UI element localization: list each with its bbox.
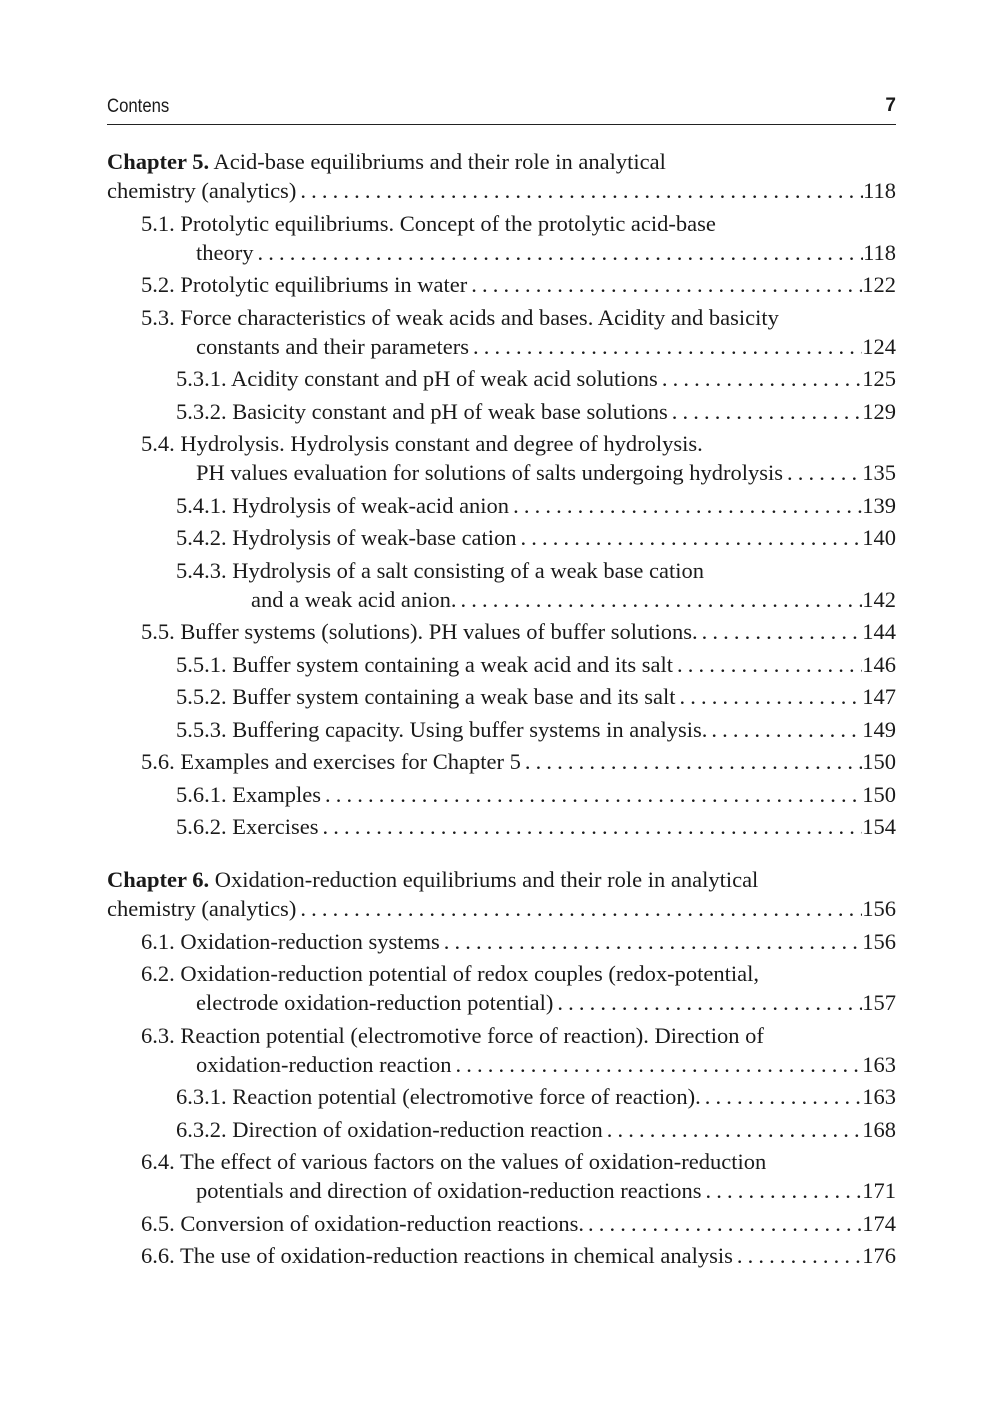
toc-entry-number: 5.3.2. <box>176 398 227 424</box>
toc-page-number: 174 <box>862 1210 896 1236</box>
toc-entry-title: constants and their parameters <box>196 333 470 359</box>
dot-leader <box>603 1115 863 1144</box>
toc-line <box>107 1209 896 1238</box>
toc-entry-number: 5.5.2. <box>176 684 227 709</box>
toc-entry-title: Hydrolysis of weak-acid anion <box>232 492 510 518</box>
dot-leader <box>668 397 862 426</box>
toc-entry-title: electrode oxidation-reduction potential) <box>196 990 554 1015</box>
toc-section-entry <box>107 1021 896 1079</box>
toc-line <box>107 617 896 646</box>
toc-entry-title: Hydrolysis of weak-base cation <box>232 525 517 550</box>
toc-section-entry <box>107 650 896 679</box>
toc-line <box>107 1021 896 1050</box>
toc-entry-number: 5.4.3. <box>176 557 227 583</box>
toc-entry-number: 5.6.2. <box>176 814 227 839</box>
toc-page-number: 150 <box>862 781 896 807</box>
toc-line <box>107 865 896 894</box>
toc-entry-number: 5.5. <box>141 619 175 644</box>
toc-entry-title: Protolytic equilibriums in water <box>180 272 468 297</box>
toc-line <box>107 1082 896 1111</box>
toc-line <box>107 397 896 426</box>
toc-entry-number: 6.6. <box>141 1243 175 1268</box>
dot-leader <box>675 682 862 711</box>
toc-entry-title: Hydrolysis of a salt consisting of a weak base cation <box>232 557 705 583</box>
toc-page-number: 163 <box>862 1051 896 1077</box>
toc-section-entry <box>107 927 896 956</box>
toc-line <box>107 780 896 809</box>
dot-leader <box>517 523 863 552</box>
toc-entry-number: 6.2. <box>141 961 175 986</box>
toc-entry-title: Acid-base equilibriums and their role in analytical <box>213 149 666 174</box>
toc-page-number: 124 <box>862 333 896 359</box>
toc-entry-title: potentials and direction of oxidation-reduction reactions <box>196 1178 702 1203</box>
toc-section-entry <box>107 364 896 393</box>
toc-line <box>107 270 896 299</box>
toc-line <box>107 556 896 585</box>
toc-entry-title: Reaction potential (electromotive force of reaction). Direction of <box>180 1022 764 1048</box>
toc-entry-title: Force characteristics of weak acids and bases. Acidity and basicity <box>180 304 779 330</box>
toc-section-entry <box>107 715 896 744</box>
toc-section-entry <box>107 429 896 487</box>
toc-page-number: 149 <box>862 716 896 742</box>
toc-entry-number: 5.5.1. <box>176 651 227 677</box>
toc-entry-number: 6.1. <box>141 928 175 954</box>
toc-page-number: 147 <box>862 684 896 709</box>
dot-leader <box>658 364 862 393</box>
dot-leader <box>457 585 863 614</box>
toc-section-entry <box>107 1209 896 1238</box>
toc-line <box>107 238 896 267</box>
dot-leader <box>521 747 862 776</box>
toc-line <box>107 927 896 956</box>
toc-entry-title: Reaction potential (electromotive force of reaction). <box>232 1084 701 1109</box>
toc-entry-title: PH values evaluation for solutions of salts undergoing hydrolysis <box>196 460 784 485</box>
dot-leader <box>467 270 862 299</box>
toc-line <box>107 894 896 923</box>
toc-page-number: 156 <box>862 928 896 954</box>
toc-page-number: 154 <box>862 814 896 839</box>
running-header-title: Contens <box>107 96 170 117</box>
toc-entry-title: Buffer system containing a weak base and its salt <box>232 684 676 709</box>
toc-entry-number: 5.1. <box>141 210 175 236</box>
toc-line <box>107 1241 896 1270</box>
toc-entry-title: Acidity constant and pH of weak acid solutions <box>231 366 658 391</box>
dot-leader <box>452 1050 863 1079</box>
toc-section-entry <box>107 1082 896 1111</box>
running-header <box>107 94 896 125</box>
toc-line <box>107 959 896 988</box>
toc-line <box>107 209 896 238</box>
toc-page-number: 176 <box>862 1243 896 1268</box>
dot-leader <box>553 988 862 1017</box>
toc-entry-title: Examples <box>232 781 321 807</box>
toc-line <box>107 682 896 711</box>
toc-line <box>107 988 896 1017</box>
toc-entry-title: theory <box>196 239 254 265</box>
toc-section-entry <box>107 1147 896 1205</box>
toc-entry-title: chemistry (analytics) <box>107 178 297 203</box>
toc-entry-number: Chapter 6. <box>107 867 210 892</box>
toc-entry-title: Buffer systems (solutions). PH values of buffer solutions. <box>180 619 698 644</box>
toc-section-entry <box>107 270 896 299</box>
dot-leader <box>321 780 862 809</box>
toc-entry-title: Direction of oxidation-reduction reaction <box>232 1116 603 1142</box>
toc-line <box>107 747 896 776</box>
toc-entry-title: chemistry (analytics) <box>107 896 297 921</box>
toc-chapter-entry <box>107 147 896 205</box>
toc-section-entry <box>107 959 896 1017</box>
toc-entry-number: 6.3.2. <box>176 1116 227 1142</box>
toc-line <box>107 1176 896 1205</box>
toc-entry-number: Chapter 5. <box>107 149 210 174</box>
dot-leader <box>698 617 863 646</box>
toc-line <box>107 332 896 361</box>
toc-entry-number: 6.3.1. <box>176 1084 227 1109</box>
toc-line <box>107 650 896 679</box>
page-number: 7 <box>885 95 896 116</box>
toc-section-entry <box>107 491 896 520</box>
toc-page-number: 125 <box>862 366 896 391</box>
toc-page-number: 122 <box>862 272 896 297</box>
toc-page-number: 157 <box>862 990 896 1015</box>
toc-entry-title: Oxidation-reduction equilibriums and their role in analytical <box>214 867 759 892</box>
toc-section-entry <box>107 812 896 841</box>
toc-page-number: 135 <box>862 460 896 485</box>
toc-line <box>107 458 896 487</box>
toc-section-entry <box>107 682 896 711</box>
toc-line <box>107 812 896 841</box>
toc-entry-number: 5.2. <box>141 272 175 297</box>
toc-entry-title: Conversion of oxidation-reduction reactions. <box>180 1210 585 1236</box>
toc-line <box>107 715 896 744</box>
dot-leader <box>673 650 862 679</box>
toc-page-number: 140 <box>862 525 896 550</box>
dot-leader <box>253 238 863 267</box>
toc-entry-title: Protolytic equilibriums. Concept of the protolytic acid-base <box>180 210 716 236</box>
toc-entry-number: 6.3. <box>141 1022 175 1048</box>
toc-entry-title: The use of oxidation-reduction reactions in chemical analysis <box>179 1243 733 1268</box>
dot-leader <box>584 1209 862 1238</box>
toc-page-number: 118 <box>863 178 896 203</box>
toc-line <box>107 429 896 458</box>
toc-entry-title: Buffering capacity. Using buffer systems in analysis. <box>232 716 708 742</box>
toc-line <box>107 523 896 552</box>
toc-entry-number: 5.3. <box>141 304 175 330</box>
toc-section-entry <box>107 523 896 552</box>
toc-entry-title: Buffer system containing a weak acid and its salt <box>232 651 673 677</box>
toc-line <box>107 1050 896 1079</box>
toc-entry-title: Basicity constant and pH of weak base solutions <box>232 398 668 424</box>
toc-page-number: 146 <box>862 651 896 677</box>
toc-line <box>107 585 896 614</box>
toc-entry-title: The effect of various factors on the values of oxidation-reduction <box>179 1149 767 1174</box>
toc-line <box>107 147 896 176</box>
toc-line <box>107 1147 896 1176</box>
toc-line <box>107 491 896 520</box>
toc-page-number: 171 <box>862 1178 896 1203</box>
toc-entry-number: 5.4.2. <box>176 525 227 550</box>
toc-entry-number: 6.5. <box>141 1210 175 1236</box>
toc-entry-number: 5.6.1. <box>176 781 227 807</box>
toc-page-number: 139 <box>862 492 896 518</box>
toc-entry-number: 5.5.3. <box>176 716 227 742</box>
toc-entry-title: Oxidation-reduction potential of redox couples (redox-potential, <box>180 961 759 986</box>
dot-leader <box>707 715 862 744</box>
toc-entry-title: Examples and exercises for Chapter 5 <box>180 749 521 774</box>
dot-leader <box>733 1241 862 1270</box>
toc-page-number: 144 <box>862 619 896 644</box>
toc-entry-title: oxidation-reduction reaction <box>196 1051 452 1077</box>
dot-leader <box>318 812 862 841</box>
dot-leader <box>440 927 863 956</box>
toc-entry-number: 5.6. <box>141 749 175 774</box>
toc-page-number: 150 <box>862 749 896 774</box>
toc-entry-number: 5.4.1. <box>176 492 227 518</box>
dot-leader <box>701 1082 862 1111</box>
dot-leader <box>296 894 862 923</box>
toc-line <box>107 364 896 393</box>
toc-section-entry <box>107 397 896 426</box>
toc-entry-number: 5.4. <box>141 431 175 456</box>
toc-section-entry <box>107 780 896 809</box>
toc-section-entry <box>107 209 896 267</box>
toc-section-entry <box>107 556 896 614</box>
toc-section-entry <box>107 617 896 646</box>
toc-entry-number: 5.3.1. <box>176 366 227 391</box>
toc-entry-number: 6.4. <box>141 1149 175 1174</box>
toc-chapter-entry <box>107 865 896 923</box>
toc-entry-title: Exercises <box>232 814 319 839</box>
dot-leader <box>469 332 862 361</box>
toc-line <box>107 303 896 332</box>
toc-page-number: 129 <box>862 398 896 424</box>
dot-leader <box>296 176 863 205</box>
toc-entry-title: and a weak acid anion. <box>251 586 457 612</box>
toc-line <box>107 176 896 205</box>
toc-entry-title: Oxidation-reduction systems <box>180 928 440 954</box>
dot-leader <box>783 458 862 487</box>
toc-page-number: 168 <box>862 1116 896 1142</box>
toc-section-entry <box>107 747 896 776</box>
toc-entry-title: Hydrolysis. Hydrolysis constant and degree of hydrolysis. <box>180 431 703 456</box>
toc-section-entry <box>107 1115 896 1144</box>
toc-line <box>107 1115 896 1144</box>
toc-page-number: 156 <box>862 896 896 921</box>
toc-section-entry <box>107 303 896 361</box>
toc-page-number: 142 <box>862 586 896 612</box>
toc-page-number: 163 <box>862 1084 896 1109</box>
toc-page-number: 118 <box>863 239 896 265</box>
dot-leader <box>701 1176 862 1205</box>
dot-leader <box>509 491 862 520</box>
table-of-contents <box>107 147 896 1274</box>
toc-section-entry <box>107 1241 896 1270</box>
